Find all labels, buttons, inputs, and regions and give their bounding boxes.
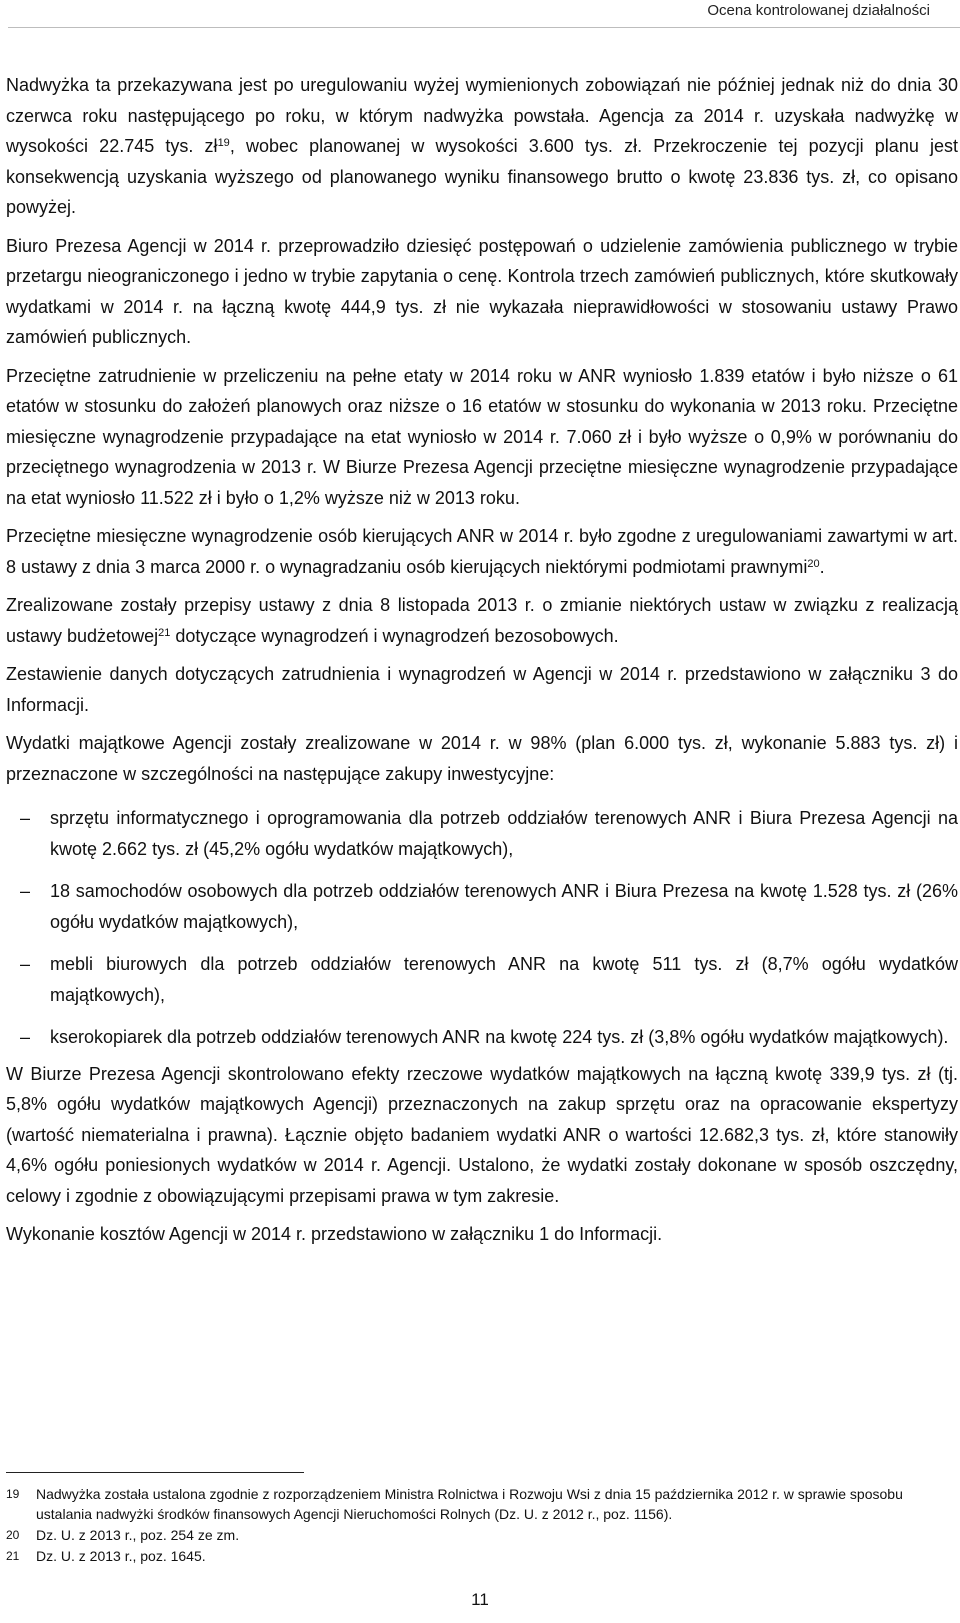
list-item <box>6 949 958 1010</box>
list-item-text: kserokopiarek dla potrzeb oddziałów terenowych ANR na kwotę 224 tys. zł (3,8% ogółu wydatków majątkowych). <box>50 1027 949 1047</box>
list-item-text: 18 samochodów osobowych dla potrzeb oddziałów terenowych ANR i Biura Prezesa na kwotę 1.528 tys. zł (26% ogółu wydatków majątkowych), <box>50 881 958 932</box>
paragraph-text: , wobec planowanej w wysokości 3.600 tys. zł. Przekroczenie tej pozycji planu jest konsekwencją uzyskania wyższego od planowanego wyniku finansowego brutto o kwotę 23.836 tys. zł, co opisano powyżej. <box>6 136 959 217</box>
paragraph-text: . <box>819 556 825 577</box>
footnote-text: Dz. U. z 2013 r., poz. 254 ze zm. <box>36 1527 240 1543</box>
header-divider <box>8 27 960 28</box>
footnote-ref-19[interactable]: 19 <box>217 137 230 149</box>
footnote-number: 20 <box>6 1528 20 1542</box>
footnotes <box>6 1484 934 1567</box>
footnote-ref-21[interactable]: 21 <box>158 626 171 639</box>
paragraph-employment: Przeciętne zatrudnienie w przeliczeniu na pełne etaty w 2014 roku w ANR wyniosło 1.839 etatów i było niższe o 61 etatów w stosunku do założeń planowych oraz niższe o 16 etatów w stosunku do wykonania w 2013 roku. Przeciętne miesięczne wynagrodzenie przypadające na etat wyniosło w 2014 r. 7.060 zł i było wyższe o 0,9% w porównaniu do przeciętnego wynagrodzenia w 2013 r. W Biurze Prezesa Agencji przeciętne miesięczne wynagrodzenie przypadające na etat wyniosło 11.522 zł i było o 1,2% wyższe niż w 2013 roku. <box>6 365 958 508</box>
footnote-text: Dz. U. z 2013 r., poz. 1645. <box>36 1548 206 1564</box>
footnote-text: Nadwyżka została ustalona zgodnie z rozporządzeniem Ministra Rolnictwa i Rozwoju Wsi z dnia 15 października 2012 r. w sprawie sposobu ustalania nadwyżki środków finansowych Agencji Nieruchomości Rolnych (Dz. U. z 2012 r., poz. 1156). <box>36 1486 903 1522</box>
paragraph-capital-expenditure: Wydatki majątkowe Agencji zostały zrealizowane w 2014 r. w 98% (plan 6.000 tys. zł, wykonanie 5.883 tys. zł) i przeznaczone w szczególności na następujące zakupy inwestycyjne: <box>6 733 958 784</box>
list-item <box>6 1022 958 1053</box>
paragraph-text: Nadwyżka ta przekazywana jest po uregulowaniu wyżej wymienionych zobowiązań nie później jednak niż do dnia 30 czerwca roku następującego po roku, w którym nadwyżka powstała. Agencja za 2014 r. uzyskała nadwyżkę w wysokości 22.745 tys. zł <box>6 75 958 156</box>
paragraph-annex-1: Wykonanie kosztów Agencji w 2014 r. przedstawiono w załączniku 1 do Informacji. <box>6 1224 663 1244</box>
footnote-number: 19 <box>6 1487 20 1501</box>
footnote-20 <box>6 1525 934 1545</box>
footnote-21 <box>6 1546 934 1566</box>
paragraph-executive-pay <box>6 521 958 582</box>
document-body <box>6 70 958 1258</box>
paragraph-surplus <box>6 70 958 223</box>
list-item-text: mebli biurowych dla potrzeb oddziałów terenowych ANR na kwotę 511 tys. zł (8,7% ogółu wydatków majątkowych), <box>50 954 958 1005</box>
list-item <box>6 876 958 937</box>
paragraph-annex-3: Zestawienie danych dotyczących zatrudnienia i wynagrodzeń w Agencji w 2014 r. przedstawiono w załączniku 3 do Informacji. <box>6 664 958 715</box>
page-number: 11 <box>471 1590 489 1609</box>
footnote-divider <box>6 1472 304 1473</box>
paragraph-text: Zrealizowane zostały przepisy ustawy z dnia 8 listopada 2013 r. o zmianie niektórych ustaw w związku z realizacją ustawy budżetowej <box>6 595 958 646</box>
running-header: Ocena kontrolowanej działalności <box>707 2 930 19</box>
dash-bullet-icon: – <box>20 1027 31 1047</box>
paragraph-audit-results: W Biurze Prezesa Agencji skontrolowano efekty rzeczowe wydatków majątkowych na łączną kwotę 339,9 tys. zł (tj. 5,8% ogółu wydatków majątkowych Agencji) przeznaczonych na zakup sprzętu oraz na opracowanie ekspertyzy (wartość niematerialna i prawna). Łącznie objęto badaniem wydatki ANR o wartości 12.682,3 tys. zł, które stanowiły 4,6% ogółu poniesionych wydatków w 2014 r. Agencji. Ustalono, że wydatki zostały dokonane w sposób oszczędny, celowy i zgodnie z obowiązującymi przepisami prawa w tym zakresie. <box>6 1063 958 1206</box>
dash-bullet-icon: – <box>20 954 31 974</box>
list-item <box>6 803 958 864</box>
paragraph-budget-law <box>6 590 958 651</box>
investment-list <box>6 803 958 1053</box>
paragraph-text: dotyczące wynagrodzeń i wynagrodzeń bezosobowych. <box>170 625 619 646</box>
footnote-19 <box>6 1484 934 1524</box>
list-item-text: sprzętu informatycznego i oprogramowania dla potrzeb oddziałów terenowych ANR i Biura Prezesa Agencji na kwotę 2.662 tys. zł (45,2% ogółu wydatków majątkowych), <box>50 808 958 859</box>
footnote-ref-20[interactable]: 20 <box>807 557 820 570</box>
paragraph-procurement: Biuro Prezesa Agencji w 2014 r. przeprowadziło dziesięć postępowań o udzielenie zamówienia publicznego w trybie przetargu nieograniczonego i jedno w trybie zapytania o cenę. Kontrola trzech zamówień publicznych, które skutkowały wydatkami w 2014 r. na łączną kwotę 444,9 tys. zł nie wykazała nieprawidłowości w stosowaniu ustawy Prawo zamówień publicznych. <box>6 235 958 347</box>
dash-bullet-icon: – <box>20 808 31 828</box>
dash-bullet-icon: – <box>20 881 31 901</box>
paragraph-text: Przeciętne miesięczne wynagrodzenie osób kierujących ANR w 2014 r. było zgodne z uregulowaniami zawartymi w art. 8 ustawy z dnia 3 marca 2000 r. o wynagradzaniu osób kierujących niektórymi podmiotami prawnymi <box>6 526 958 577</box>
footnote-number: 21 <box>6 1549 20 1563</box>
